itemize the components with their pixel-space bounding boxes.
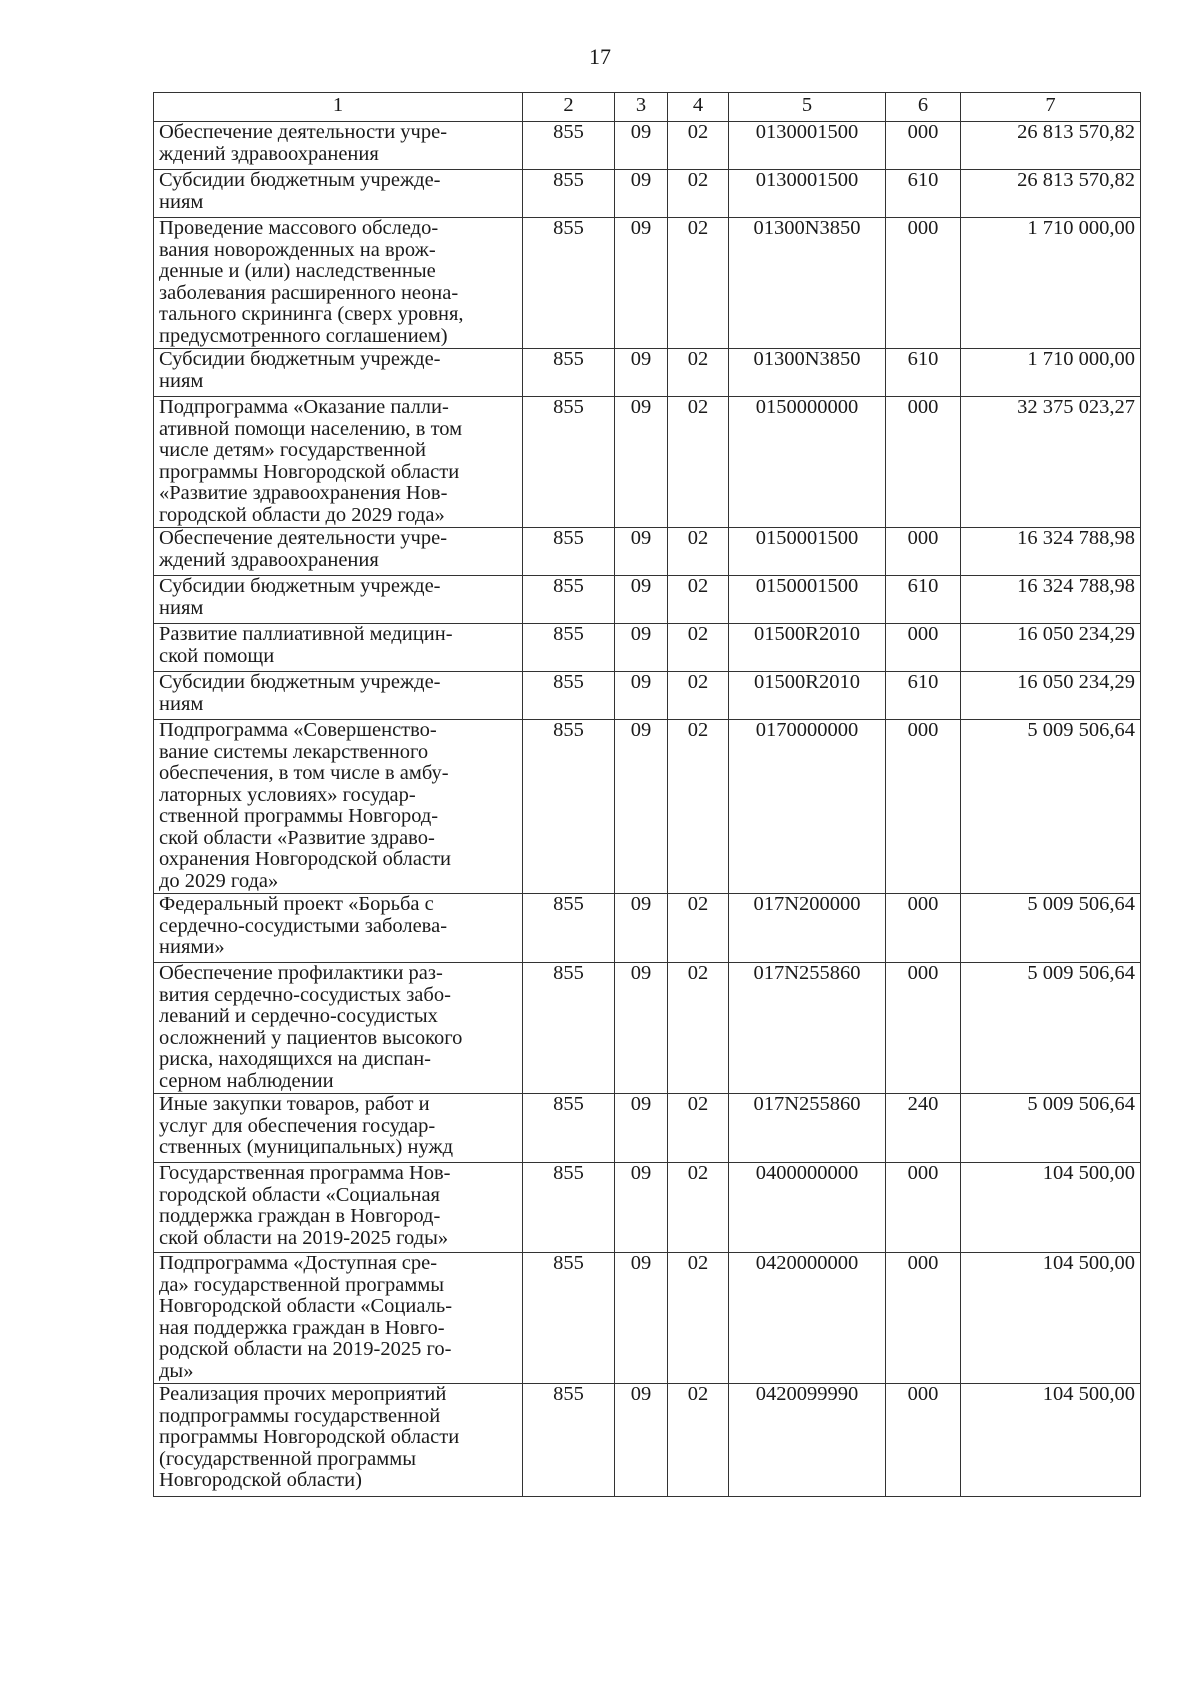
row-expense-type: 000: [886, 1163, 961, 1253]
row-name: Субсидии бюджетным учрежде- ниям: [154, 349, 523, 397]
row-name: Субсидии бюджетным учрежде- ниям: [154, 170, 523, 218]
row-expense-type: 000: [886, 397, 961, 528]
row-subsection: 02: [668, 963, 729, 1094]
row-section: 09: [615, 1094, 668, 1163]
row-name: Реализация прочих мероприятий подпрограммы государственной программы Новгородской области (государственной программы Новгородской области): [154, 1384, 523, 1497]
row-name: Развитие паллиативной медицин- ской помощи: [154, 624, 523, 672]
row-subsection: 02: [668, 720, 729, 894]
row-admin-code: 855: [523, 672, 615, 720]
table-body: [154, 122, 1141, 1497]
row-section: 09: [615, 576, 668, 624]
header-col-7: 7: [961, 93, 1141, 122]
row-expense-type: 610: [886, 170, 961, 218]
table-row: [154, 720, 1141, 894]
table-row: [154, 122, 1141, 170]
row-amount: 16 050 234,29: [961, 624, 1141, 672]
table-row: [154, 397, 1141, 528]
row-target-article: 0150000000: [729, 397, 886, 528]
row-amount: 16 324 788,98: [961, 528, 1141, 576]
row-subsection: 02: [668, 624, 729, 672]
row-subsection: 02: [668, 1253, 729, 1384]
row-name: Подпрограмма «Совершенство- вание системы лекарственного обеспечения, в том числе в амбу- латорных условиях» государ- ственной программы Новгород- ской области «Развитие здраво- охранения Новгородской области до 2029 года»: [154, 720, 523, 894]
row-target-article: 0130001500: [729, 170, 886, 218]
row-target-article: 017N255860: [729, 963, 886, 1094]
row-target-article: 0170000000: [729, 720, 886, 894]
row-admin-code: 855: [523, 720, 615, 894]
row-section: 09: [615, 624, 668, 672]
row-subsection: 02: [668, 218, 729, 349]
row-admin-code: 855: [523, 963, 615, 1094]
table-row: [154, 1163, 1141, 1253]
table-row: [154, 218, 1141, 349]
row-target-article: 017N200000: [729, 894, 886, 963]
row-name: Иные закупки товаров, работ и услуг для обеспечения государ- ственных (муниципальных) нужд: [154, 1094, 523, 1163]
row-section: 09: [615, 397, 668, 528]
row-subsection: 02: [668, 1163, 729, 1253]
row-expense-type: 000: [886, 528, 961, 576]
row-subsection: 02: [668, 1384, 729, 1497]
row-subsection: 02: [668, 1094, 729, 1163]
row-subsection: 02: [668, 397, 729, 528]
table-row: [154, 349, 1141, 397]
row-expense-type: 240: [886, 1094, 961, 1163]
row-subsection: 02: [668, 528, 729, 576]
row-target-article: 0150001500: [729, 576, 886, 624]
row-target-article: 01500R2010: [729, 672, 886, 720]
row-amount: 104 500,00: [961, 1163, 1141, 1253]
row-amount: 32 375 023,27: [961, 397, 1141, 528]
row-target-article: 0400000000: [729, 1163, 886, 1253]
row-section: 09: [615, 963, 668, 1094]
budget-table: [153, 92, 1141, 1497]
row-admin-code: 855: [523, 576, 615, 624]
row-subsection: 02: [668, 576, 729, 624]
row-target-article: 01300N3850: [729, 218, 886, 349]
row-admin-code: 855: [523, 894, 615, 963]
row-admin-code: 855: [523, 1253, 615, 1384]
table-row: [154, 963, 1141, 1094]
row-expense-type: 610: [886, 672, 961, 720]
table-row: [154, 672, 1141, 720]
row-section: 09: [615, 122, 668, 170]
header-col-6: 6: [886, 93, 961, 122]
row-amount: 5 009 506,64: [961, 1094, 1141, 1163]
row-target-article: 01300N3850: [729, 349, 886, 397]
row-admin-code: 855: [523, 1094, 615, 1163]
row-amount: 104 500,00: [961, 1384, 1141, 1497]
row-amount: 16 324 788,98: [961, 576, 1141, 624]
row-amount: 5 009 506,64: [961, 963, 1141, 1094]
row-section: 09: [615, 218, 668, 349]
row-expense-type: 000: [886, 720, 961, 894]
row-name: Обеспечение профилактики раз- вития сердечно-сосудистых забо- леваний и сердечно-сосудистых осложнений у пациентов высокого риска, находящихся на диспан- серном наблюдении: [154, 963, 523, 1094]
row-section: 09: [615, 1163, 668, 1253]
page-number: 17: [589, 44, 611, 69]
row-name: Подпрограмма «Оказание палли- ативной помощи населению, в том числе детям» государственной программы Новгородской области «Развитие здравоохранения Нов- городской области до 2029 года»: [154, 397, 523, 528]
row-name: Субсидии бюджетным учрежде- ниям: [154, 576, 523, 624]
row-target-article: 0150001500: [729, 528, 886, 576]
table-row: [154, 1384, 1141, 1497]
row-section: 09: [615, 720, 668, 894]
row-section: 09: [615, 528, 668, 576]
row-amount: 26 813 570,82: [961, 122, 1141, 170]
row-name: Подпрограмма «Доступная сре- да» государственной программы Новгородской области «Социаль- ная поддержка граждан в Новго- родской области на 2019-2025 го- ды»: [154, 1253, 523, 1384]
row-amount: 5 009 506,64: [961, 894, 1141, 963]
row-amount: 26 813 570,82: [961, 170, 1141, 218]
row-expense-type: 000: [886, 1384, 961, 1497]
table-row: [154, 1253, 1141, 1384]
row-subsection: 02: [668, 349, 729, 397]
row-section: 09: [615, 170, 668, 218]
row-section: 09: [615, 894, 668, 963]
row-admin-code: 855: [523, 528, 615, 576]
row-admin-code: 855: [523, 1163, 615, 1253]
row-admin-code: 855: [523, 170, 615, 218]
row-section: 09: [615, 1253, 668, 1384]
row-admin-code: 855: [523, 122, 615, 170]
row-section: 09: [615, 672, 668, 720]
table-row: [154, 528, 1141, 576]
row-subsection: 02: [668, 672, 729, 720]
row-expense-type: 000: [886, 624, 961, 672]
row-admin-code: 855: [523, 624, 615, 672]
table-row: [154, 624, 1141, 672]
row-subsection: 02: [668, 894, 729, 963]
row-expense-type: 610: [886, 349, 961, 397]
row-expense-type: 610: [886, 576, 961, 624]
table-row: [154, 1094, 1141, 1163]
row-amount: 16 050 234,29: [961, 672, 1141, 720]
row-expense-type: 000: [886, 1253, 961, 1384]
row-expense-type: 000: [886, 894, 961, 963]
row-admin-code: 855: [523, 397, 615, 528]
header-col-3: 3: [615, 93, 668, 122]
row-expense-type: 000: [886, 218, 961, 349]
row-target-article: 0420099990: [729, 1384, 886, 1497]
row-name: Субсидии бюджетным учрежде- ниям: [154, 672, 523, 720]
table-row: [154, 576, 1141, 624]
row-expense-type: 000: [886, 963, 961, 1094]
row-amount: 1 710 000,00: [961, 349, 1141, 397]
row-target-article: 01500R2010: [729, 624, 886, 672]
table-row: [154, 170, 1141, 218]
header-row: [154, 93, 1141, 122]
row-target-article: 017N255860: [729, 1094, 886, 1163]
row-name: Федеральный проект «Борьба с сердечно-сосудистыми заболева- ниями»: [154, 894, 523, 963]
row-target-article: 0130001500: [729, 122, 886, 170]
row-admin-code: 855: [523, 218, 615, 349]
table-row: [154, 894, 1141, 963]
row-section: 09: [615, 1384, 668, 1497]
row-section: 09: [615, 349, 668, 397]
row-amount: 104 500,00: [961, 1253, 1141, 1384]
header-col-4: 4: [668, 93, 729, 122]
row-subsection: 02: [668, 170, 729, 218]
row-name: Проведение массового обследо- вания новорожденных на врож- денные и (или) наследственные заболевания расширенного неона- тального скрининга (сверх уровня, предусмотренного соглашением): [154, 218, 523, 349]
row-subsection: 02: [668, 122, 729, 170]
header-col-2: 2: [523, 93, 615, 122]
header-col-1: 1: [154, 93, 523, 122]
row-amount: 1 710 000,00: [961, 218, 1141, 349]
row-name: Обеспечение деятельности учре- ждений здравоохранения: [154, 528, 523, 576]
row-target-article: 0420000000: [729, 1253, 886, 1384]
row-name: Государственная программа Нов- городской области «Социальная поддержка граждан в Новгород- ской области на 2019-2025 годы»: [154, 1163, 523, 1253]
row-admin-code: 855: [523, 349, 615, 397]
header-col-5: 5: [729, 93, 886, 122]
row-amount: 5 009 506,64: [961, 720, 1141, 894]
row-name: Обеспечение деятельности учре- ждений здравоохранения: [154, 122, 523, 170]
row-admin-code: 855: [523, 1384, 615, 1497]
row-expense-type: 000: [886, 122, 961, 170]
